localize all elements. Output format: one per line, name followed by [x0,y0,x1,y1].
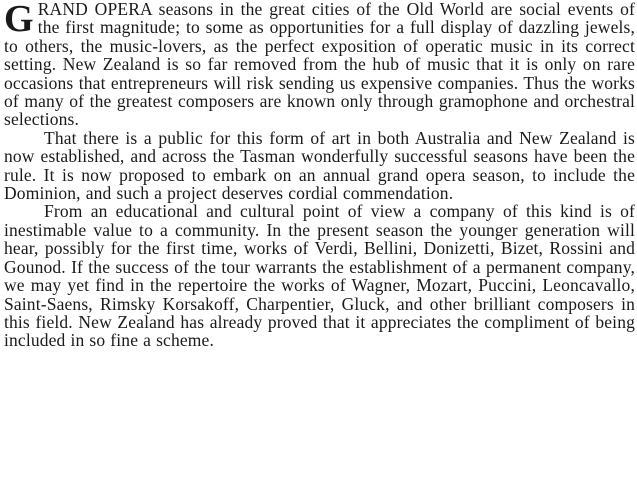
lead-in-words: RAND OPERA [37,0,152,19]
article-paragraph-3 [4,202,635,349]
drop-cap: G [4,0,34,40]
article-paragraph-1 [4,0,635,129]
article-paragraph-2 [4,129,635,203]
paragraph-1-text: seasons in the great cities of the Old World are social events of the first magnitude; to some as opportunities for a full display of dazzling jewels, to others, the music-lovers, as the perfect exposition of operatic music in its correct setting. New Zealand is so far removed from the hub of music that it is only on rare occasions that entrepreneurs will risk sending us expensive companies. Thus the works of many of the greatest composers are known only through gramophone and orchestral selections. [4,0,635,130]
paragraph-2-text: That there is a public for this form of art in both Australia and New Zealand is now established, and across the Tasman wonderfully successful seasons have been the rule. It is now proposed to embark on an annual grand opera season, to include the Dominion, and such a project deserves cordial commendation. [4,127,635,204]
paragraph-3-text: From an educational and cultural point of view a company of this kind is of inestimable value to a community. In the present season the younger generation will hear, possibly for the first time, works of Verdi, Bellini, Donizetti, Bizet, Rossini and Gounod. If the success of the tour warrants the establishment of a permanent company, we may yet find in the repertoire the works of Wagner, Mozart, Puccini, Leoncavallo, Saint-Saens, Rimsky Korsakoff, Charpentier, Gluck, and other brilliant composers in this field. New Zealand has already proved that it appreciates the compliment of being included in so fine a scheme. [4,201,635,351]
